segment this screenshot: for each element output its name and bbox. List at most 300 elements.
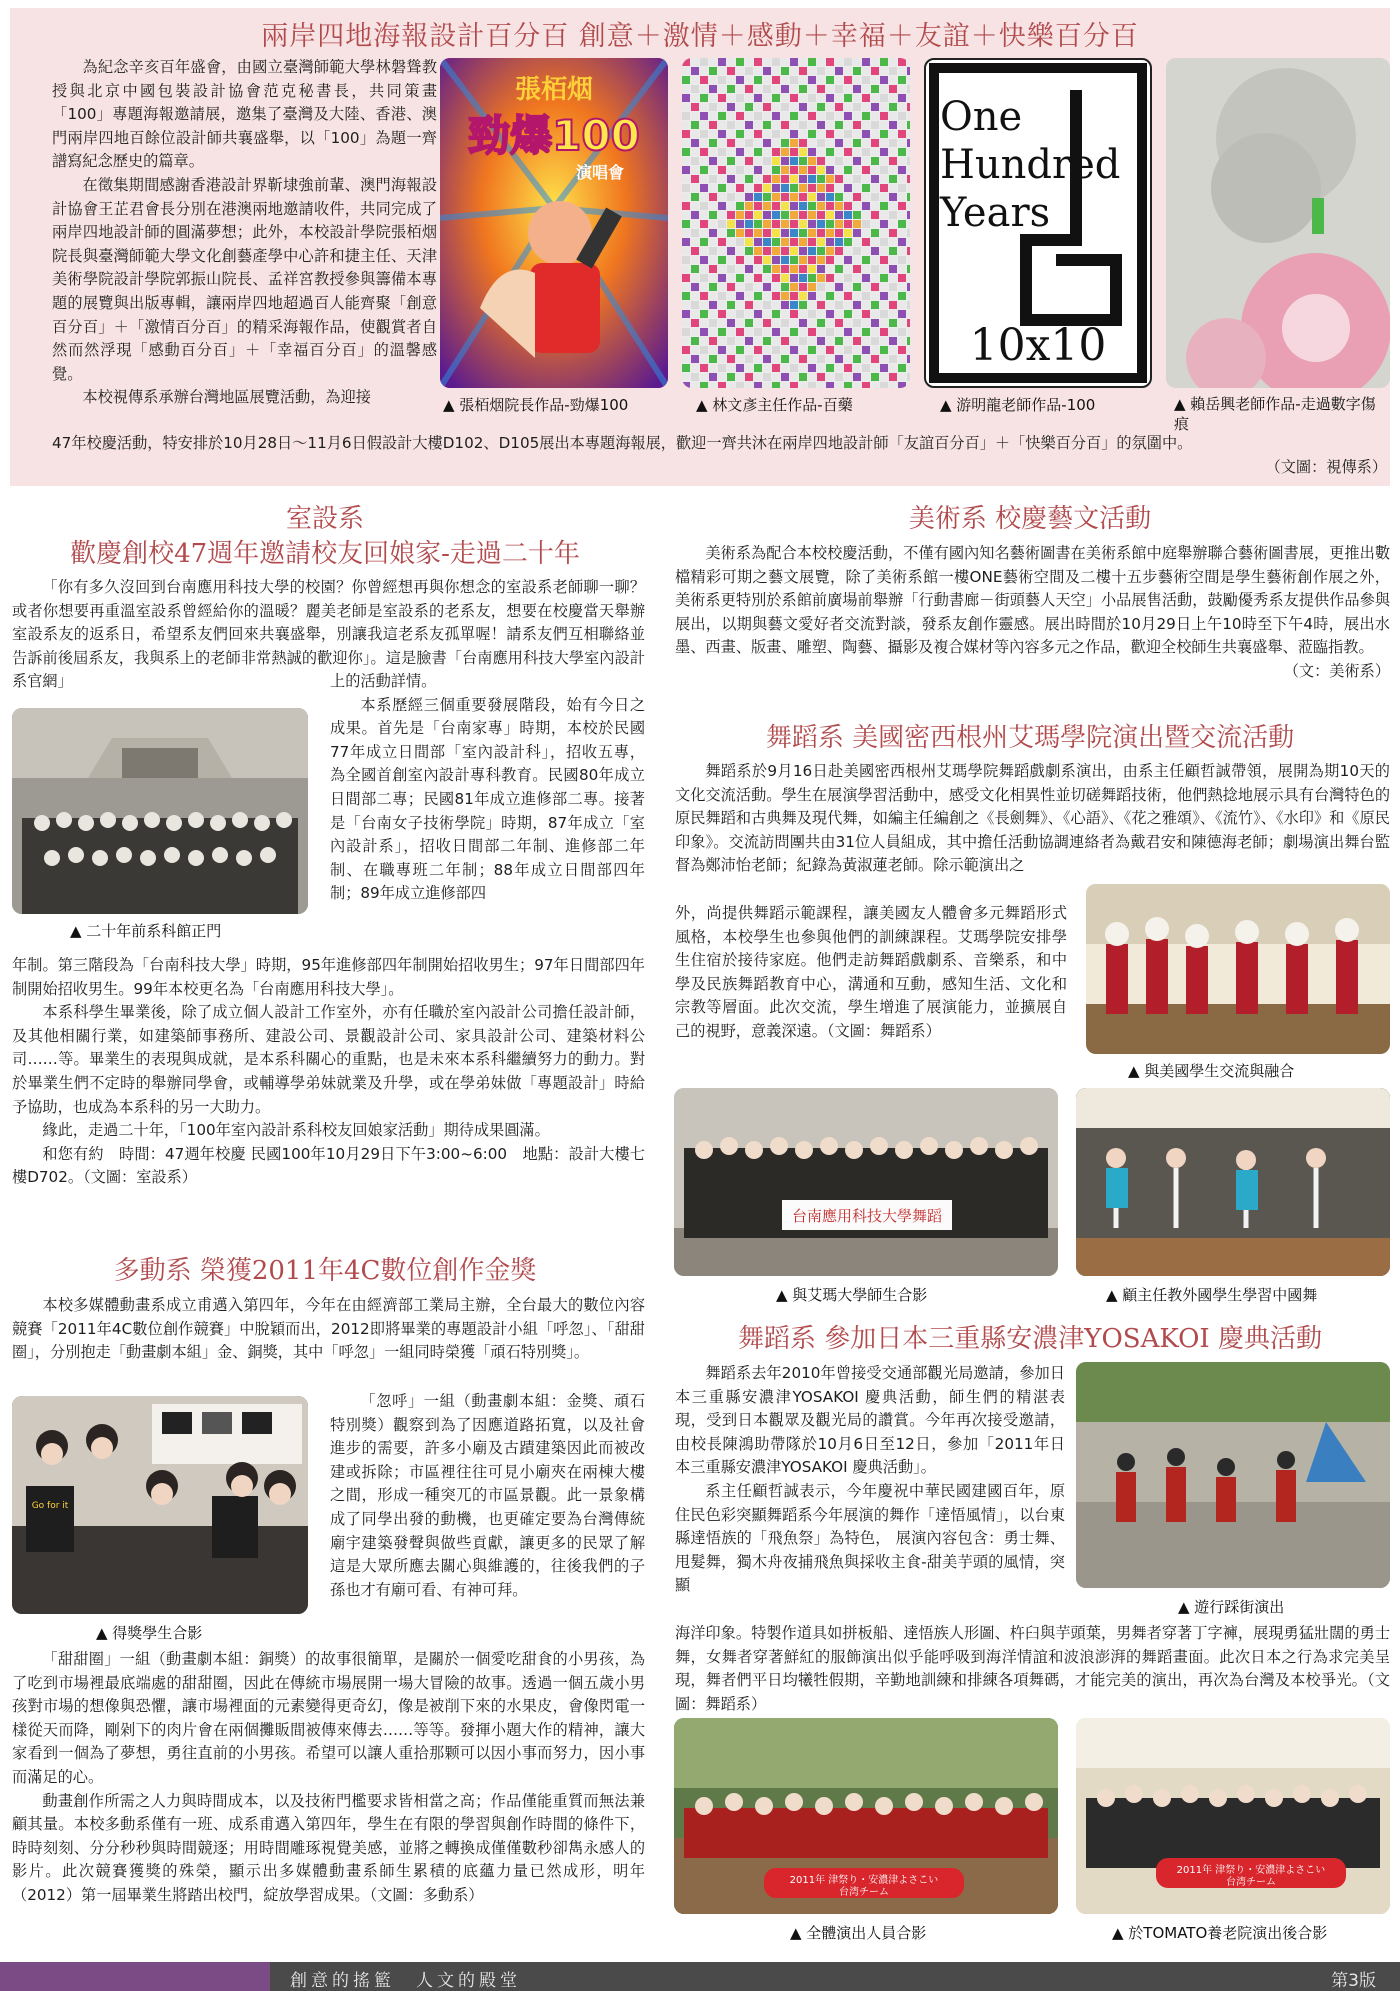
mosaic-tile: [718, 283, 726, 291]
mosaic-tile: [844, 184, 852, 192]
mosaic-tile: [799, 364, 807, 372]
mosaic-tile: [754, 193, 762, 201]
mosaic-tile: [889, 157, 897, 165]
mosaic-tile: [898, 103, 906, 111]
mosaic-tile: [718, 310, 726, 318]
mosaic-tile: [727, 166, 735, 174]
mosaic-tile: [907, 337, 910, 345]
mosaic-tile: [889, 220, 897, 228]
mosaic-tile: [682, 76, 690, 84]
mosaic-tile: [727, 94, 735, 102]
mosaic-tile: [907, 256, 910, 264]
mosaic-tile: [754, 256, 762, 264]
mosaic-tile: [889, 175, 897, 183]
fineart-article-title: 美術系 校慶藝文活動: [908, 504, 1152, 534]
mosaic-tile: [754, 157, 762, 165]
mosaic-tile: [745, 121, 753, 129]
mosaic-tile: [691, 58, 699, 66]
mosaic-tile: [718, 382, 726, 388]
mosaic-tile: [763, 58, 771, 66]
mosaic-tile: [736, 85, 744, 93]
mosaic-tile: [709, 184, 717, 192]
mosaic-tile: [763, 319, 771, 327]
interior-wrap-text: [330, 670, 645, 906]
mosaic-tile: [844, 58, 852, 66]
mosaic-tile: [745, 67, 753, 75]
mosaic-tile: [826, 58, 834, 66]
mosaic-tile: [736, 238, 744, 246]
mosaic-tile: [790, 148, 798, 156]
mosaic-tile: [754, 121, 762, 129]
mosaic-tile: [691, 319, 699, 327]
mosaic-tile: [745, 193, 753, 201]
dance-michigan-title: 舞蹈系 美國密西根州艾瑪學院演出暨交流活動: [765, 723, 1295, 753]
mosaic-tile: [907, 238, 910, 246]
mosaic-tile: [790, 121, 798, 129]
mosaic-tile: [835, 85, 843, 93]
mosaic-tile: [826, 382, 834, 388]
mosaic-tile: [880, 76, 888, 84]
mosaic-tile: [817, 148, 825, 156]
mosaic-tile: [808, 220, 816, 228]
mosaic-tile: [709, 301, 717, 309]
mosaic-tile: [862, 139, 870, 147]
mosaic-tile: [853, 139, 861, 147]
mosaic-tile: [826, 103, 834, 111]
animation-intro: [12, 1294, 645, 1365]
mosaic-tile: [808, 355, 816, 363]
mosaic-tile: [682, 382, 690, 388]
mosaic-tile: [799, 58, 807, 66]
mosaic-tile: [880, 238, 888, 246]
mosaic-tile: [718, 103, 726, 111]
mosaic-tile: [826, 130, 834, 138]
mosaic-tile: [853, 382, 861, 388]
mosaic-tile: [853, 130, 861, 138]
mosaic-tile: [889, 130, 897, 138]
dance-group-caption: ▲ 與艾瑪大學師生合影: [776, 1286, 928, 1304]
mosaic-tile: [727, 346, 735, 354]
mosaic-tile: [799, 382, 807, 388]
mosaic-tile: [772, 274, 780, 282]
mosaic-tile: [682, 310, 690, 318]
mosaic-tile: [880, 310, 888, 318]
mosaic-tile: [853, 94, 861, 102]
mosaic-tile: [907, 148, 910, 156]
mosaic-tile: [817, 274, 825, 282]
mosaic-tile: [727, 328, 735, 336]
mosaic-tile: [763, 184, 771, 192]
mosaic-tile: [835, 382, 843, 388]
mosaic-tile: [709, 148, 717, 156]
mosaic-tile: [745, 148, 753, 156]
mosaic-tile: [826, 121, 834, 129]
mosaic-tile: [880, 58, 888, 66]
mosaic-tile: [799, 139, 807, 147]
mosaic-tile: [862, 148, 870, 156]
mosaic-tile: [862, 67, 870, 75]
mosaic-tile: [745, 328, 753, 336]
mosaic-tile: [898, 238, 906, 246]
mosaic-tile: [808, 283, 816, 291]
mosaic-tile: [907, 76, 910, 84]
mosaic-tile: [754, 229, 762, 237]
mosaic-tile: [853, 175, 861, 183]
mosaic-tile: [691, 310, 699, 318]
mosaic-tile: [682, 220, 690, 228]
mosaic-tile: [718, 85, 726, 93]
mosaic-tile: [709, 220, 717, 228]
mosaic-tile: [691, 301, 699, 309]
mosaic-tile: [682, 301, 690, 309]
mosaic-tile: [889, 112, 897, 120]
mosaic-tile: [898, 148, 906, 156]
mosaic-tile: [880, 148, 888, 156]
mosaic-tile: [763, 256, 771, 264]
mosaic-tile: [844, 256, 852, 264]
mosaic-tile: [763, 121, 771, 129]
mosaic-tile: [844, 310, 852, 318]
mosaic-tile: [691, 265, 699, 273]
mosaic-tile: [853, 157, 861, 165]
mosaic-tile: [745, 112, 753, 120]
mosaic-tile: [700, 274, 708, 282]
mosaic-tile: [862, 265, 870, 273]
mosaic-tile: [745, 85, 753, 93]
mosaic-tile: [763, 247, 771, 255]
mosaic-tile: [727, 238, 735, 246]
mosaic-tile: [853, 256, 861, 264]
mosaic-tile: [880, 121, 888, 129]
mosaic-tile: [817, 337, 825, 345]
mosaic-tile: [817, 166, 825, 174]
mosaic-tile: [835, 67, 843, 75]
mosaic-tile: [835, 202, 843, 210]
mosaic-tile: [835, 121, 843, 129]
paragraph: 海洋印象。特製作道具如拼板船、達悟族人形圖、杵臼與芋頭葉，男舞者穿著丁字褲，展現勇猛壯闊的勇士舞，女舞者穿著鮮紅的服飾演出似乎能呼吸到海洋情誼和波浪澎湃的舞蹈畫面。此次日本之行為求完美呈現，舞者們平日均犧牲假期，辛勤地訓練和排練各項舞碼，才能完美的演出，再次為台灣及本校爭光。（文圖：舞蹈系）: [675, 1624, 1390, 1713]
mosaic-tile: [844, 94, 852, 102]
mosaic-tile: [844, 301, 852, 309]
mosaic-tile: [754, 85, 762, 93]
mosaic-tile: [907, 355, 910, 363]
mosaic-tile: [781, 238, 789, 246]
mosaic-tile: [835, 238, 843, 246]
mosaic-tile: [745, 382, 753, 388]
mosaic-tile: [826, 220, 834, 228]
mosaic-tile: [871, 310, 879, 318]
mosaic-tile: [835, 103, 843, 111]
mosaic-tile: [781, 220, 789, 228]
mosaic-tile: [718, 364, 726, 372]
mosaic-tile: [808, 211, 816, 219]
mosaic-tile: [790, 373, 798, 381]
mosaic-tile: [691, 364, 699, 372]
mosaic-tile: [898, 382, 906, 388]
mosaic-tile: [817, 139, 825, 147]
credit: （文：美術系）: [1283, 661, 1390, 680]
mosaic-tile: [898, 346, 906, 354]
mosaic-tile: [691, 184, 699, 192]
interior-article-title: 歡慶創校47週年邀請校友回娘家-走過二十年: [70, 539, 580, 569]
mosaic-tile: [817, 355, 825, 363]
mosaic-tile: [844, 292, 852, 300]
mosaic-tile: [736, 310, 744, 318]
mosaic-tile: [745, 337, 753, 345]
mosaic-tile: [871, 337, 879, 345]
mosaic-tile: [682, 193, 690, 201]
mosaic-tile: [790, 337, 798, 345]
mosaic-tile: [718, 166, 726, 174]
mosaic-tile: [781, 94, 789, 102]
mosaic-tile: [871, 76, 879, 84]
mosaic-tile: [889, 76, 897, 84]
mosaic-tile: [889, 355, 897, 363]
mosaic-tile: [745, 175, 753, 183]
mosaic-tile: [898, 292, 906, 300]
mosaic-tile: [763, 292, 771, 300]
mosaic-tile: [907, 220, 910, 228]
poster-headline: 勁爆100: [468, 111, 640, 160]
mosaic-tile: [718, 175, 726, 183]
mosaic-tile: [844, 238, 852, 246]
mosaic-tile: [691, 175, 699, 183]
mosaic-tile: [853, 202, 861, 210]
mosaic-tile: [736, 193, 744, 201]
mosaic-tile: [889, 337, 897, 345]
mosaic-tile: [718, 211, 726, 219]
mosaic-tile: [826, 139, 834, 147]
mosaic-tile: [709, 283, 717, 291]
mosaic-tile: [754, 319, 762, 327]
mosaic-tile: [889, 58, 897, 66]
mosaic-tile: [826, 364, 834, 372]
mosaic-tile: [745, 157, 753, 165]
mosaic-tile: [736, 301, 744, 309]
mosaic-tile: [790, 265, 798, 273]
mosaic-tile: [898, 58, 906, 66]
mosaic-tile: [763, 139, 771, 147]
mosaic-tile: [754, 211, 762, 219]
mosaic-tile: [781, 175, 789, 183]
mosaic-tile: [709, 265, 717, 273]
mosaic-tile: [709, 166, 717, 174]
mosaic-tile: [880, 319, 888, 327]
mosaic-tile: [682, 94, 690, 102]
mosaic-tile: [736, 328, 744, 336]
mosaic-tile: [817, 229, 825, 237]
mosaic-tile: [745, 184, 753, 192]
mosaic-tile: [727, 292, 735, 300]
mosaic-tile: [871, 328, 879, 336]
mosaic-tile: [781, 301, 789, 309]
mosaic-tile: [781, 337, 789, 345]
mosaic-tile: [844, 229, 852, 237]
mosaic-tile: [736, 76, 744, 84]
mosaic-tile: [862, 130, 870, 138]
mosaic-tile: [799, 103, 807, 111]
mosaic-tile: [898, 328, 906, 336]
mosaic-tile: [772, 355, 780, 363]
mosaic-tile: [799, 301, 807, 309]
mosaic-tile: [781, 211, 789, 219]
mosaic-tile: [844, 364, 852, 372]
mosaic-tile: [826, 373, 834, 381]
mosaic-tile: [718, 94, 726, 102]
mosaic-tile: [709, 310, 717, 318]
mosaic-tile: [844, 382, 852, 388]
mosaic-tile: [763, 67, 771, 75]
mosaic-tile: [907, 310, 910, 318]
mosaic-tile: [907, 319, 910, 327]
mosaic-tile: [781, 310, 789, 318]
mosaic-tile: [853, 211, 861, 219]
mosaic-tile: [691, 346, 699, 354]
mosaic-tile: [835, 193, 843, 201]
mosaic-tile: [772, 202, 780, 210]
mosaic-tile: [727, 121, 735, 129]
mosaic-tile: [727, 364, 735, 372]
mosaic-tile: [682, 148, 690, 156]
mosaic-tile: [898, 94, 906, 102]
mosaic-tile: [799, 67, 807, 75]
mosaic-tile: [790, 202, 798, 210]
mosaic-tile: [754, 292, 762, 300]
mosaic-tile: [754, 337, 762, 345]
mosaic-tile: [844, 319, 852, 327]
mosaic-tile: [700, 139, 708, 147]
mosaic-tile: [907, 166, 910, 174]
mosaic-tile: [691, 337, 699, 345]
mosaic-tile: [691, 283, 699, 291]
mosaic-tile: [682, 67, 690, 75]
mosaic-tile: [826, 283, 834, 291]
mosaic-tile: [907, 382, 910, 388]
mosaic-tile: [718, 346, 726, 354]
mosaic-tile: [844, 373, 852, 381]
mosaic-tile: [709, 346, 717, 354]
mosaic-tile: [799, 310, 807, 318]
paragraph: 47年校慶活動，特安排於10月28日～11月6日假設計大樓D102、D105展出本專題海報展，歡迎一齊共沐在兩岸四地設計師「友誼百分百」＋「快樂百分百」的氛圍中。: [52, 434, 1193, 452]
mosaic-tile: [736, 355, 744, 363]
paragraph: 外，尚提供舞蹈示範課程，讓美國友人體會多元舞蹈形式風格，本校學生也參與他們的訓練課程。艾瑪學院安排學生住宿於接待家庭。他們走訪舞蹈戲劇系、音樂系，和中學及民族舞蹈教育中心，溝通和互動，感知生活、文化和宗教等層面。此次交流，學生增進了展演能力，並擴展自己的視野，意義深遠。（文圖：舞蹈系）: [675, 904, 1067, 1040]
mosaic-tile: [880, 94, 888, 102]
mosaic-tile: [871, 121, 879, 129]
mosaic-tile: [790, 76, 798, 84]
mosaic-tile: [727, 256, 735, 264]
mosaic-tile: [853, 328, 861, 336]
mosaic-tile: [754, 76, 762, 84]
mosaic-tile: [691, 328, 699, 336]
mosaic-tile: [889, 346, 897, 354]
mosaic-tile: [781, 292, 789, 300]
mosaic-tile: [772, 319, 780, 327]
mosaic-tile: [709, 202, 717, 210]
mosaic-tile: [727, 337, 735, 345]
mosaic-tile: [898, 337, 906, 345]
mosaic-tile: [808, 193, 816, 201]
mosaic-tile: [862, 175, 870, 183]
mosaic-tile: [700, 265, 708, 273]
mosaic-tile: [907, 292, 910, 300]
mosaic-tile: [790, 247, 798, 255]
mosaic-tile: [826, 229, 834, 237]
poster-word: One: [940, 94, 1023, 140]
mosaic-tile: [745, 319, 753, 327]
mosaic-tile: [871, 85, 879, 93]
mosaic-tile: [700, 364, 708, 372]
mosaic-tile: [781, 247, 789, 255]
mosaic-tile: [718, 202, 726, 210]
mosaic-tile: [790, 184, 798, 192]
mosaic-tile: [745, 139, 753, 147]
mosaic-tile: [790, 94, 798, 102]
mosaic-tile: [763, 202, 771, 210]
mosaic-tile: [862, 184, 870, 192]
mosaic-tile: [781, 121, 789, 129]
mosaic-tile: [871, 148, 879, 156]
mosaic-tile: [763, 283, 771, 291]
mosaic-tile: [862, 319, 870, 327]
mosaic-tile: [799, 256, 807, 264]
mosaic-tile: [835, 373, 843, 381]
mosaic-tile: [718, 373, 726, 381]
mosaic-tile: [763, 382, 771, 388]
mosaic-tile: [835, 157, 843, 165]
mosaic-tile: [745, 247, 753, 255]
mosaic-tile: [691, 229, 699, 237]
mosaic-tile: [835, 364, 843, 372]
mosaic-tile: [844, 265, 852, 273]
mosaic-tile: [907, 247, 910, 255]
mosaic-tile: [700, 157, 708, 165]
mosaic-tile: [880, 193, 888, 201]
mosaic-tile: [718, 301, 726, 309]
mosaic-tile: [817, 202, 825, 210]
mosaic-tile: [790, 157, 798, 165]
mosaic-tile: [826, 157, 834, 165]
mosaic-tile: [781, 130, 789, 138]
mosaic-tile: [862, 193, 870, 201]
mosaic-tile: [898, 301, 906, 309]
mosaic-tile: [817, 373, 825, 381]
mosaic-tile: [691, 238, 699, 246]
paragraph: 本系科學生畢業後，除了成立個人設計工作室外，亦有任職於室內設計公司擔任設計師，及其他相關行業，如建築師事務所、建設公司、景觀設計公司、家具設計公司、建築材料公司……等。畢業生的表現與成就，是本系科關心的重點，也是未來本系科繼續努力的動力。對於畢業生們不定時的舉辦同學會，或輔導學弟妹就業及升學，或在學弟妹做「專題設計」時給予協助，也成為本系科的另一大助力。: [12, 1003, 645, 1116]
mosaic-tile: [844, 211, 852, 219]
mosaic-tile: [727, 193, 735, 201]
mosaic-tile: [871, 364, 879, 372]
mosaic-tile: [871, 112, 879, 120]
mosaic-tile: [691, 103, 699, 111]
mosaic-tile: [880, 274, 888, 282]
mosaic-tile: [763, 193, 771, 201]
mosaic-tile: [745, 76, 753, 84]
mosaic-tile: [709, 373, 717, 381]
mosaic-tile: [853, 247, 861, 255]
mosaic-tile: [799, 238, 807, 246]
mosaic-tile: [781, 382, 789, 388]
mosaic-tile: [880, 139, 888, 147]
mosaic-tile: [682, 247, 690, 255]
mosaic-tile: [790, 58, 798, 66]
mosaic-tile: [871, 301, 879, 309]
mosaic-tile: [862, 337, 870, 345]
paragraph: 緣此，走過二十年，「100年室內設計系科校友回娘家活動」期待成果圓滿。: [42, 1121, 550, 1140]
mosaic-tile: [709, 157, 717, 165]
mosaic-tile: [835, 220, 843, 228]
mosaic-tile: [871, 67, 879, 75]
mosaic-tile: [700, 211, 708, 219]
mosaic-tile: [907, 58, 910, 66]
